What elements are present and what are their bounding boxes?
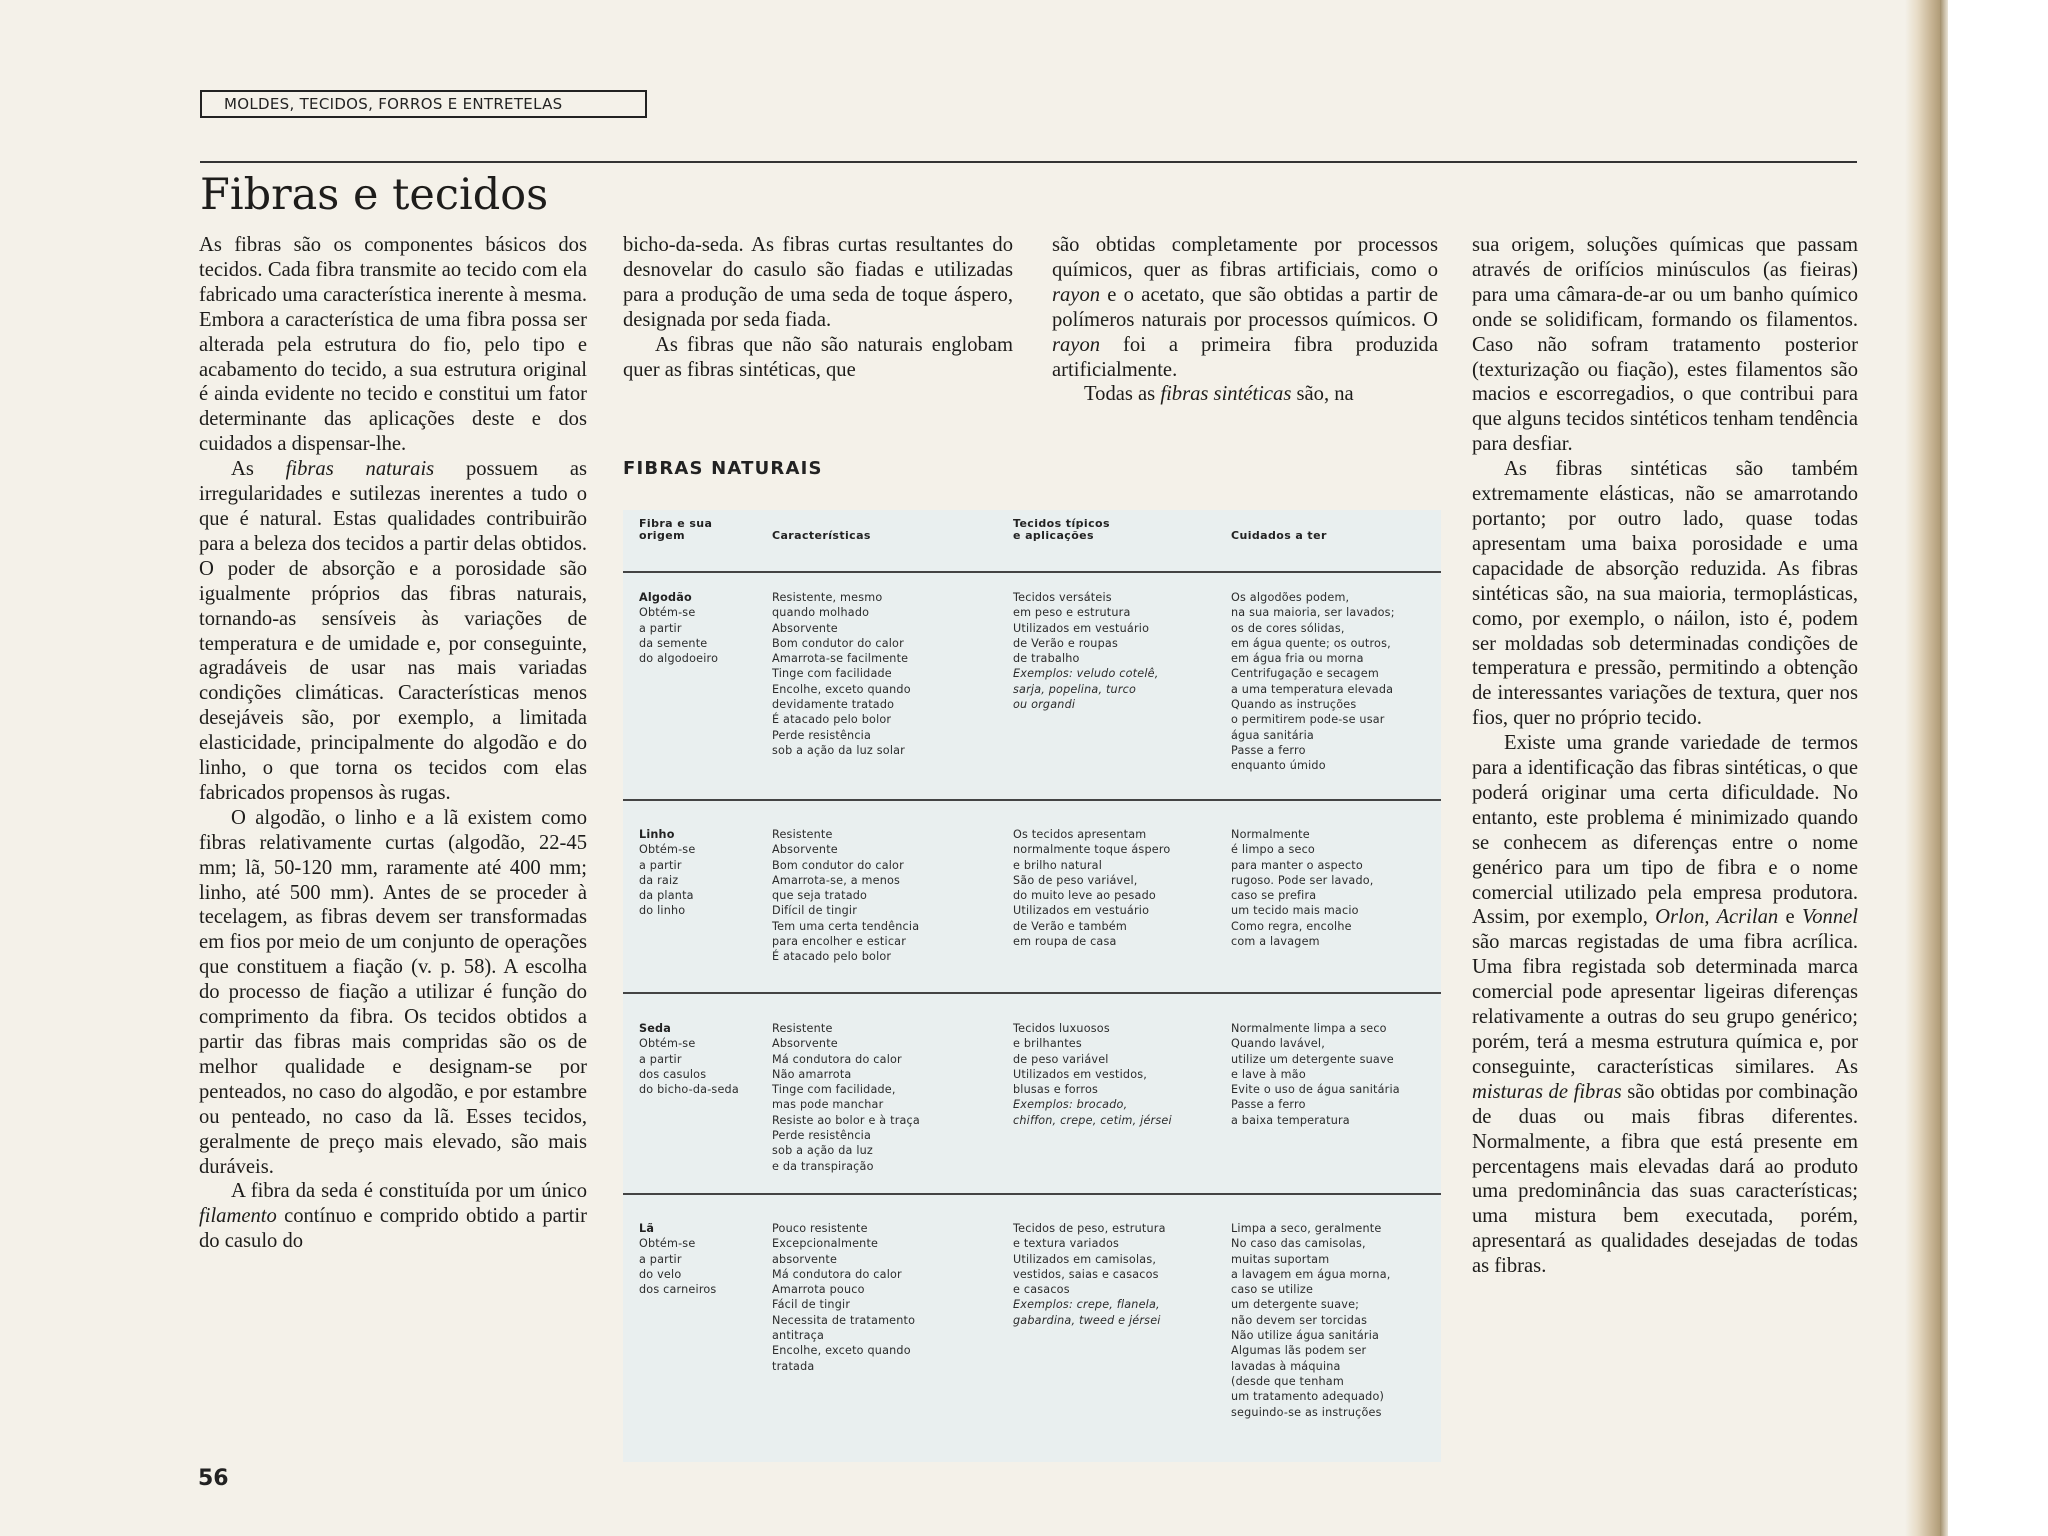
- table-line: Evite o uso de água sanitária: [1231, 1083, 1400, 1097]
- fiber-origin-line: da planta: [639, 889, 694, 903]
- table-line: em peso e estrutura: [1013, 606, 1131, 620]
- fiber-name: Lã: [639, 1222, 655, 1235]
- fiber-origin-line: da semente: [639, 636, 708, 650]
- table-line: Tecidos de peso, estrutura: [1013, 1222, 1166, 1235]
- table-line: de Verão e também: [1013, 919, 1127, 933]
- page-edge: [1940, 0, 1948, 1536]
- paragraph: sua origem, soluções químicas que passam através de orifícios minúsculos (as fieiras) para uma câmara-de-ar ou um banho químico onde se solidificam, formando os filamentos. Caso não sofram tratamento posterior (texturização ou fiação), estes filamentos são macios e escorregadios, o que contribui para que alguns tecidos sintéticos tenham tendência para desfiar.: [1472, 234, 1858, 456]
- table-examples-line: gabardina, tweed e jérsei: [1013, 1313, 1161, 1327]
- table-line: É atacado pelo bolor: [772, 713, 892, 727]
- table-line: para manter o aspecto: [1231, 858, 1363, 872]
- table-line: Não amarrota: [772, 1067, 852, 1081]
- table-line: não devem ser torcidas: [1231, 1313, 1368, 1327]
- table-examples-line: Exemplos: veludo cotelê,: [1013, 667, 1159, 681]
- paragraph: O algodão, o linho e a lã existem como fibras relativamente curtas (algodão, 22-45 mm; lã, 50-120 mm, raramente até 400 mm; linho, até 500 mm). Antes de se proceder à tecelagem, as fibras devem ser transformadas em fios por meio de um conjunto de operações que constituem a fiação (v. p. 58). A escolha do processo de fiação a utilizar é função do comprimento da fibra. Os tecidos obtidos a partir das fibras mais compridas são os de melhor qualidade e designam-se por penteados, no caso do algodão, e por estambre ou penteado, no caso da lã. Esses tecidos, geralmente de preço mais elevado, são mais duráveis.: [199, 806, 587, 1178]
- table-line: rugoso. Pode ser lavado,: [1231, 873, 1374, 887]
- fiber-origin-line: a partir: [639, 1252, 682, 1266]
- table-line: a lavagem em água morna,: [1231, 1267, 1391, 1281]
- table-line: Utilizados em vestuário: [1013, 904, 1150, 918]
- table-cell-characteristics: [772, 827, 919, 965]
- article-column-4: [1472, 233, 1858, 1279]
- title-rule: [200, 161, 1857, 163]
- table-line: de trabalho: [1013, 652, 1080, 666]
- table-line: a uma temperatura elevada: [1231, 682, 1394, 696]
- table-line: do muito leve ao pesado: [1013, 889, 1156, 903]
- table-line: Difícil de tingir: [772, 904, 858, 918]
- table-rule: [623, 992, 1441, 994]
- table-cell-fiber: [639, 1221, 716, 1297]
- table-line: absorvente: [772, 1252, 838, 1266]
- article-title: Fibras e tecidos: [200, 170, 549, 220]
- table-line: Bom condutor do calor: [772, 858, 904, 872]
- table-line: blusas e forros: [1013, 1083, 1099, 1097]
- paragraph: Existe uma grande variedade de termos para a identificação das fibras sintéticas, o que poderá originar uma certa dificuldade. No entanto, este problema é minimizado quando se conhecem as diferenças entre o nome genérico para um tipo de fibra e o nome comercial utilizado pela empresa produtora. Assim, por exemplo, Orlon, Acrilan e Vonnel são marcas registadas de uma fibra acrílica. Uma fibra registada sob determinada marca comercial pode apresentar ligeiras diferenças relativamente a outras do seu grupo genérico; porém, terá a mesma estrutura química e, por conseguinte, características similares. As misturas de fibras são obtidas por combinação de duas ou mais fibras diferentes. Normalmente, a fibra que está presente em percentagens mais elevadas dará ao produto uma predominância das suas características; uma mistura bem executada, porém, apresentará as qualidades desejadas de todas as fibras.: [1472, 732, 1858, 1278]
- table-line: em água quente; os outros,: [1231, 636, 1391, 650]
- table-line: vestidos, saias e casacos: [1013, 1267, 1159, 1281]
- fiber-origin-line: Obtém-se: [639, 1037, 696, 1051]
- fiber-origin-line: a partir: [639, 621, 682, 635]
- article-column-2: [623, 233, 1013, 382]
- table-line: Resiste ao bolor e à traça: [772, 1113, 920, 1127]
- table-header-fiber: Fibra e sua origem: [639, 517, 713, 542]
- table-line: Não utilize água sanitária: [1231, 1329, 1380, 1343]
- table-line: Como regra, encolhe: [1231, 919, 1352, 933]
- table-line: Utilizados em camisolas,: [1013, 1252, 1157, 1266]
- table-line: Encolhe, exceto quando: [772, 1344, 911, 1358]
- table-line: Algumas lãs podem ser: [1231, 1344, 1367, 1358]
- table-line: e brilhantes: [1013, 1037, 1082, 1051]
- fiber-origin-line: dos casulos: [639, 1067, 707, 1081]
- table-line: Tecidos luxuosos: [1013, 1022, 1110, 1035]
- fiber-origin-line: a partir: [639, 1052, 682, 1066]
- table-line: um tratamento adequado): [1231, 1390, 1385, 1404]
- table-line: Absorvente: [772, 843, 838, 857]
- fiber-name: Linho: [639, 828, 675, 841]
- table-line: Os tecidos apresentam: [1013, 828, 1147, 841]
- table-line: Resistente, mesmo: [772, 591, 883, 604]
- fiber-origin-line: Obtém-se: [639, 1237, 696, 1251]
- article-column-1: [199, 233, 587, 1254]
- table-line: em água fria ou morna: [1231, 652, 1364, 666]
- table-line: (desde que tenham: [1231, 1374, 1344, 1388]
- table-line: mas pode manchar: [772, 1098, 884, 1112]
- table-line: um detergente suave;: [1231, 1298, 1360, 1312]
- table-line: os de cores sólidas,: [1231, 621, 1345, 635]
- paragraph: As fibras sintéticas são também extremamente elásticas, não se amarrotando portanto; por outro lado, quase todas apresentam uma baixa porosidade e uma capacidade de absorção reduzida. As fibras sintéticas são, na sua maioria, termoplásticas, como, por exemplo, o náilon, isto é, podem ser moldadas sob determinadas condições de temperatura e pressão, permitindo a obtenção de interessantes variações de textura, quer nos fios, quer no próprio tecido.: [1472, 458, 1858, 730]
- table-line: Tinge com facilidade,: [772, 1083, 896, 1097]
- paragraph: são obtidas completamente por processos químicos, quer as fibras artificiais, como o rayon e o acetato, que são obtidas a partir de polímeros naturais por processos químicos. O rayon foi a primeira fibra produzida artificialmente.: [1052, 234, 1438, 381]
- table-line: Passe a ferro: [1231, 743, 1306, 757]
- table-cell-characteristics: [772, 1021, 920, 1174]
- fiber-origin-line: Obtém-se: [639, 843, 696, 857]
- fiber-origin-line: do linho: [639, 904, 686, 918]
- section-header: MOLDES, TECIDOS, FORROS E ENTRETELAS: [200, 90, 647, 118]
- table-cell-fiber: [639, 827, 695, 919]
- table-examples-line: Exemplos: crepe, flanela,: [1013, 1298, 1160, 1312]
- table-examples-line: ou organdi: [1013, 698, 1076, 712]
- paragraph: As fibras naturais possuem as irregularidades e sutilezas inerentes a tudo o que é natural. Estas qualidades contribuirão para a beleza dos tecidos a partir delas obtidos. O poder de absorção e a porosidade são igualmente próprios das fibras naturais, tornando-as sensíveis às variações de temperatura e de umidade e, por conseguinte, agradáveis de usar nas mais variadas condições climáticas. Características menos desejáveis são, por exemplo, a limitada elasticidade, principalmente do algodão e do linho, o que torna os tecidos com elas fabricados propensos às rugas.: [199, 458, 587, 804]
- page-number: 56: [198, 1466, 229, 1491]
- table-cell-characteristics: [772, 1221, 915, 1374]
- table-line: seguindo-se as instruções: [1231, 1405, 1382, 1419]
- table-line: em roupa de casa: [1013, 935, 1117, 949]
- table-cell-uses: [1013, 1021, 1172, 1128]
- fiber-origin-line: dos carneiros: [639, 1283, 717, 1297]
- table-rule: [623, 571, 1441, 573]
- table-rule: [623, 799, 1441, 801]
- table-line: Necessita de tratamento: [772, 1313, 916, 1327]
- fiber-origin-line: do velo: [639, 1267, 682, 1281]
- table-line: o permitirem pode-se usar: [1231, 713, 1385, 727]
- table-line: Tem uma certa tendência: [772, 919, 920, 933]
- table-line: caso se utilize: [1231, 1283, 1314, 1297]
- table-line: e lave à mão: [1231, 1067, 1306, 1081]
- fiber-name: Algodão: [639, 591, 692, 604]
- table-cell-care: [1231, 1021, 1400, 1128]
- table-line: quando molhado: [772, 606, 870, 620]
- table-line: com a lavagem: [1231, 935, 1320, 949]
- table-line: e textura variados: [1013, 1237, 1120, 1251]
- table-line: na sua maioria, ser lavados;: [1231, 606, 1395, 620]
- paragraph: A fibra da seda é constituída por um único filamento contínuo e comprido obtido a partir do casulo do: [199, 1180, 587, 1253]
- table-line: Passe a ferro: [1231, 1098, 1306, 1112]
- table-line: e da transpiração: [772, 1159, 874, 1173]
- table-line: Absorvente: [772, 621, 838, 635]
- table-line: caso se prefira: [1231, 889, 1317, 903]
- table-line: Fácil de tingir: [772, 1298, 851, 1312]
- table-line: Encolhe, exceto quando: [772, 682, 911, 696]
- table-line: Limpa a seco, geralmente: [1231, 1222, 1382, 1235]
- table-line: sob a ação da luz solar: [772, 743, 905, 757]
- paragraph: bicho-da-seda. As fibras curtas resultantes do desnovelar do casulo são fiadas e utilizadas para a produção de uma seda de toque áspero, designada por seda fiada.: [623, 234, 1013, 331]
- table-line: lavadas à máquina: [1231, 1359, 1341, 1373]
- table-line: São de peso variável,: [1013, 873, 1138, 887]
- table-cell-care: [1231, 590, 1395, 774]
- table-line: que seja tratado: [772, 889, 868, 903]
- table-line: de Verão e roupas: [1013, 636, 1118, 650]
- fiber-origin-line: do bicho-da-seda: [639, 1083, 739, 1097]
- table-line: Bom condutor do calor: [772, 636, 904, 650]
- fiber-origin-line: da raiz: [639, 873, 679, 887]
- table-header-care: Cuidados a ter: [1231, 529, 1327, 542]
- table-line: normalmente toque áspero: [1013, 843, 1171, 857]
- table-line: um tecido mais macio: [1231, 904, 1359, 918]
- table-line: Absorvente: [772, 1037, 838, 1051]
- table-line: para encolher e esticar: [772, 935, 907, 949]
- table-line: a baixa temperatura: [1231, 1113, 1350, 1127]
- table-line: Má condutora do calor: [772, 1052, 902, 1066]
- table-line: Resistente: [772, 1022, 833, 1035]
- table-cell-uses: [1013, 827, 1170, 949]
- table-line: Tecidos versáteis: [1013, 591, 1112, 604]
- table-header-uses: Tecidos típicos e aplicações: [1013, 517, 1110, 542]
- table-cell-uses: [1013, 1221, 1166, 1328]
- table-line: Má condutora do calor: [772, 1267, 902, 1281]
- table-cell-uses: [1013, 590, 1159, 712]
- table-line: e casacos: [1013, 1283, 1070, 1297]
- table-line: Pouco resistente: [772, 1222, 868, 1235]
- table-section-title: FIBRAS NATURAIS: [623, 458, 823, 479]
- table-line: e brilho natural: [1013, 858, 1103, 872]
- page-binding-shadow: [1905, 0, 1940, 1536]
- table-line: Excepcionalmente: [772, 1237, 879, 1251]
- table-line: de peso variável: [1013, 1052, 1109, 1066]
- paragraph: Todas as fibras sintéticas são, na: [1084, 383, 1354, 406]
- table-line: Normalmente limpa a seco: [1231, 1022, 1387, 1035]
- table-line: Tinge com facilidade: [772, 667, 892, 681]
- table-cell-care: [1231, 827, 1374, 949]
- table-cell-care: [1231, 1221, 1391, 1420]
- table-line: Amarrota-se, a menos: [772, 873, 901, 887]
- table-line: É atacado pelo bolor: [772, 950, 892, 964]
- table-cell-characteristics: [772, 590, 911, 758]
- paragraph: As fibras são os componentes básicos dos tecidos. Cada fibra transmite ao tecido com ela fabricado uma característica inerente à mesma. Embora a característica de uma fibra possa ser alterada pela estrutura do fio, pelo tipo e acabamento do tecido, a sua estrutura original é ainda evidente no tecido e constitui um fator determinante das aplicações deste e dos cuidados a dispensar-lhe.: [199, 234, 587, 456]
- table-line: sob a ação da luz: [772, 1144, 873, 1158]
- table-line: Quando lavável,: [1231, 1037, 1325, 1051]
- table-line: tratada: [772, 1359, 815, 1373]
- article-column-3: [1052, 233, 1438, 407]
- table-line: Amarrota-se facilmente: [772, 652, 909, 666]
- table-line: enquanto úmido: [1231, 759, 1326, 773]
- table-line: Resistente: [772, 828, 833, 841]
- fiber-origin-line: a partir: [639, 858, 682, 872]
- table-line: Amarrota pouco: [772, 1283, 865, 1297]
- table-line: Utilizados em vestidos,: [1013, 1067, 1148, 1081]
- fiber-name: Seda: [639, 1022, 672, 1035]
- table-line: No caso das camisolas,: [1231, 1237, 1366, 1251]
- table-line: Quando as instruções: [1231, 698, 1357, 712]
- fiber-origin-line: Obtém-se: [639, 606, 696, 620]
- table-line: utilize um detergente suave: [1231, 1052, 1394, 1066]
- table-line: Utilizados em vestuário: [1013, 621, 1150, 635]
- table-line: Normalmente: [1231, 828, 1310, 841]
- fiber-origin-line: do algodoeiro: [639, 652, 719, 666]
- table-line: Centrifugação e secagem: [1231, 667, 1379, 681]
- table-line: devidamente tratado: [772, 698, 895, 712]
- table-line: antitraça: [772, 1329, 825, 1343]
- table-rule: [623, 1193, 1441, 1195]
- paragraph: As fibras que não são naturais englobam quer as fibras sintéticas, que: [623, 333, 1013, 381]
- table-line: é limpo a seco: [1231, 843, 1315, 857]
- table-line: Perde resistência: [772, 728, 872, 742]
- table-examples-line: chiffon, crepe, cetim, jérsei: [1013, 1113, 1172, 1127]
- table-examples-line: sarja, popelina, turco: [1013, 682, 1137, 696]
- table-line: Perde resistência: [772, 1129, 872, 1143]
- table-cell-fiber: [639, 1021, 739, 1097]
- table-cell-fiber: [639, 590, 718, 666]
- table-line: Os algodões podem,: [1231, 591, 1350, 604]
- table-header-characteristics: Características: [772, 529, 871, 542]
- table-examples-line: Exemplos: brocado,: [1013, 1098, 1128, 1112]
- table-line: muitas suportam: [1231, 1252, 1330, 1266]
- table-line: água sanitária: [1231, 728, 1314, 742]
